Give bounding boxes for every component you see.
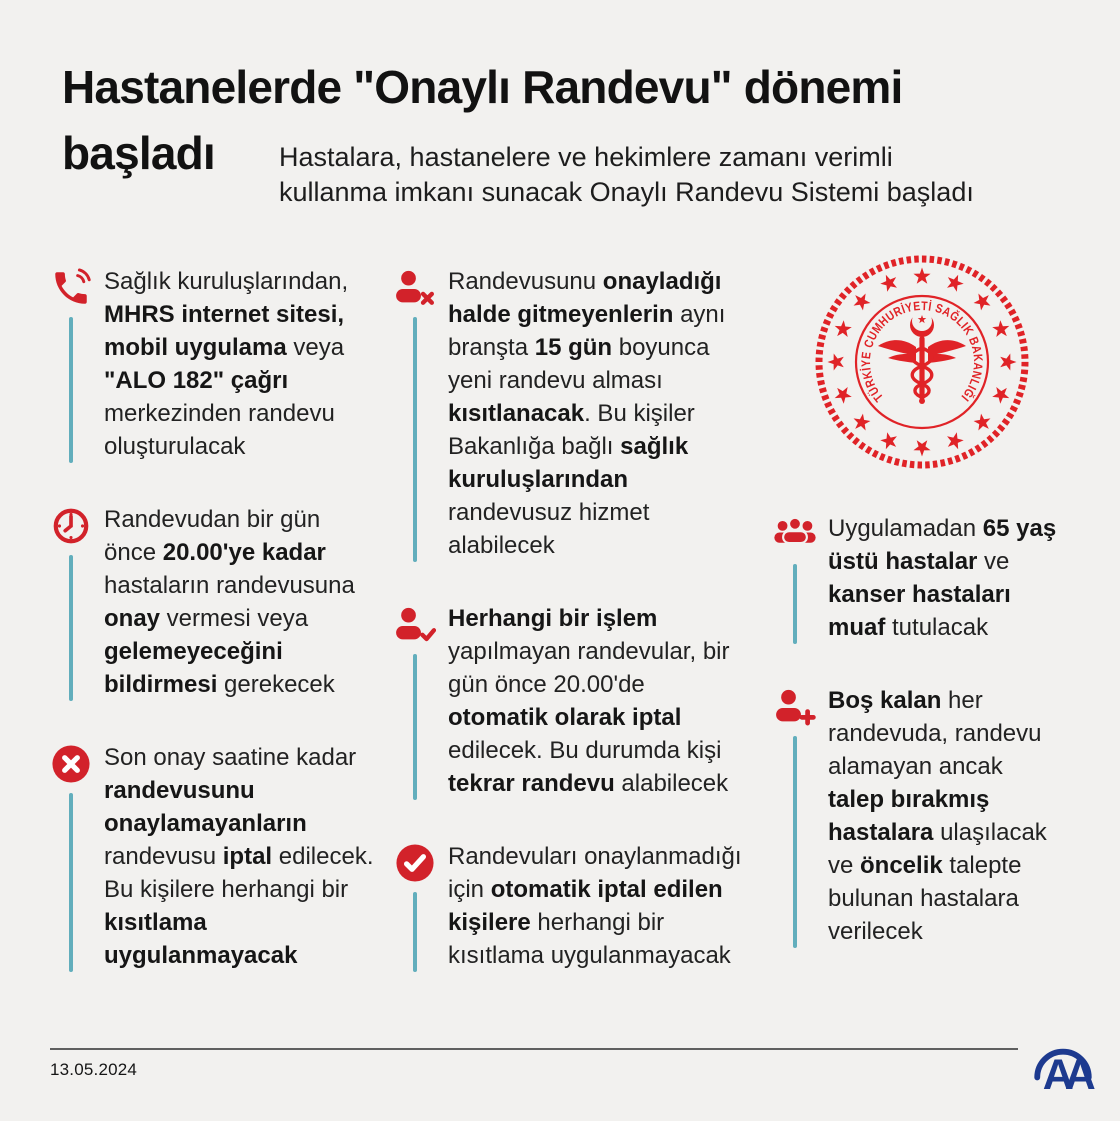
item-text: Herhangi bir işlem yapılmayan randevular, bir gün önce 20.00'de otomatik olarak iptal edilecek. Bu durumda kişi tekrar randevu alabilecek [448,605,730,797]
x-circle-icon [50,743,92,785]
person-check-icon [394,604,436,646]
connector-line [413,892,417,972]
info-item [392,840,746,972]
item-text: Son onay saatine kadar randevusunu onaylamayanların randevusu iptal edilecek. Bu kişilere herhangi bir kısıtlama uygulanmayacak [104,744,374,969]
phone-icon [50,267,92,309]
item-text: Randevusunu onayladığı halde gitmeyenlerin aynı branşta 15 gün boyunca yeni randevu alması kısıtlanacak. Bu kişiler Bakanlığa bağlı sağlık kuruluşlarından randevusuz hizmet alabilecek [448,268,726,559]
aa-logo-letters: AA [1042,1051,1088,1096]
info-column-1 [48,265,376,1012]
clock-icon [50,505,92,547]
subtitle-line1: Hastalara, hastanelere ve hekimlere zamanı verimli [279,142,893,172]
item-icon-column [392,602,438,800]
info-item [48,503,376,701]
page-title-line1: Hastanelerde "Onaylı Randevu" dönemi [62,61,903,113]
connector-line [69,793,73,972]
connector-line [69,317,73,463]
caduceus-icon [878,311,966,400]
item-icon-column [48,741,94,972]
info-item [392,602,746,800]
item-icon-column [392,265,438,562]
item-text: Boş kalan her randevuda, randevu alamayan ancak talep bırakmış hastalara ulaşılacak ve öncelik talepte bulunan hastalara verilecek [828,687,1047,945]
connector-line [69,555,73,701]
item-text: Sağlık kuruluşlarından, MHRS internet sitesi, mobil uygulama veya "ALO 182" çağrı merkezinden randevu oluşturulacak [104,268,349,460]
connector-line [413,317,417,562]
person-x-icon [394,267,436,309]
check-circle-icon [394,842,436,884]
people-icon [774,514,816,556]
info-item [772,512,1064,644]
page-title-line2: başladı [62,127,215,179]
item-icon-column [48,265,94,463]
item-text: Randevudan bir gün önce 20.00'ye kadar hastaların randevusuna onay vermesi veya gelemeyeceğini bildirmesi gerekecek [104,506,355,698]
info-column-3 [772,512,1064,988]
page-subtitle [279,140,1059,210]
connector-line [793,564,797,644]
seal-circular-text: TÜRKİYE CUMHURİYETİ SAĞLIK BAKANLIĞI [858,298,986,405]
item-icon-column [772,684,818,948]
item-icon-column [48,503,94,701]
item-icon-column [392,840,438,972]
info-item [392,265,746,562]
info-item [772,684,1064,948]
item-icon-column [772,512,818,644]
ministry-of-health-seal [812,252,1032,472]
item-text: Randevuları onaylanmadığı için otomatik iptal edilen kişilere herhangi bir kısıtlama uygulanmayacak [448,843,742,969]
subtitle-line2: kullanma imkanı sunacak Onaylı Randevu Sistemi başladı [279,177,974,207]
person-plus-icon [774,686,816,728]
item-text: Uygulamadan 65 yaş üstü hastalar ve kanser hastaları muaf tutulacak [828,515,1057,641]
connector-line [793,736,797,948]
info-item [48,741,376,972]
anadolu-agency-logo [1028,1018,1098,1096]
connector-line [413,654,417,800]
footer-rule [50,1048,1018,1050]
info-column-2 [392,265,746,1012]
info-item [48,265,376,463]
date-label: 13.05.2024 [50,1060,138,1079]
